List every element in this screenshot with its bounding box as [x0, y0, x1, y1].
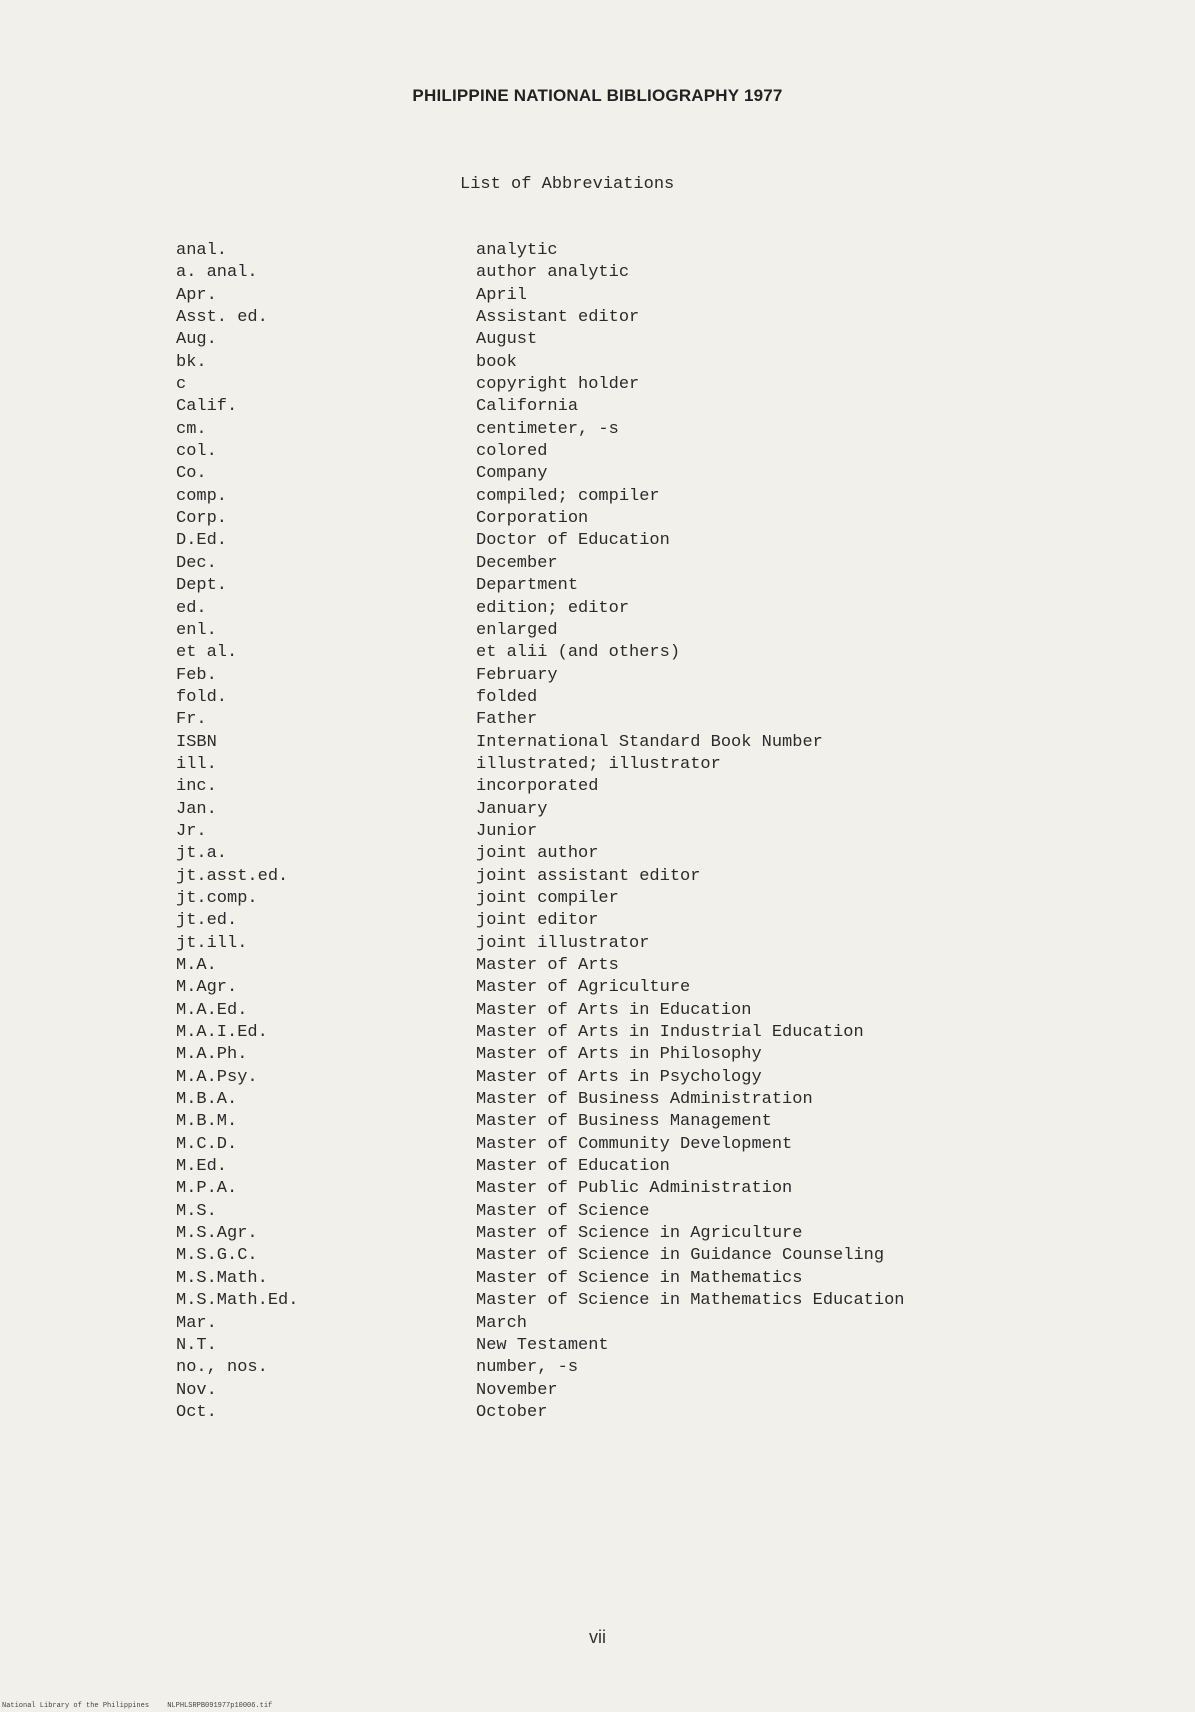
abbreviation-meaning: book [476, 352, 517, 372]
abbreviation: Jan. [176, 799, 217, 819]
abbreviation-row [176, 441, 1036, 463]
abbreviation-meaning: Master of Science in Mathematics [476, 1268, 803, 1288]
abbreviation-row [176, 1313, 1036, 1335]
abbreviation-list [176, 240, 1036, 1424]
abbreviation-meaning: number, -s [476, 1358, 579, 1378]
abbreviation-meaning: Master of Science in Mathematics Education [476, 1291, 905, 1311]
abbreviation: et al. [176, 643, 238, 663]
abbreviation: Mar. [176, 1313, 217, 1333]
abbreviation: Dec. [176, 553, 217, 573]
abbreviation: Dept. [176, 576, 228, 596]
abbreviation-meaning: Master of Business Management [476, 1112, 772, 1132]
abbreviation: enl. [176, 620, 217, 640]
abbreviation-meaning: joint editor [476, 911, 599, 931]
abbreviation: jt.ill. [176, 933, 248, 953]
abbreviation: jt.comp. [176, 888, 258, 908]
abbreviation: Oct. [176, 1402, 217, 1422]
abbreviation: Jr. [176, 821, 207, 841]
abbreviation-meaning: Master of Science in Agriculture [476, 1224, 803, 1244]
abbreviation-row [176, 1290, 1036, 1312]
abbreviation-row [176, 1044, 1036, 1066]
abbreviation-row [176, 553, 1036, 575]
list-title: List of Abbreviations [460, 175, 675, 194]
abbreviation-row [176, 1357, 1036, 1379]
footer-file-id: NLPHLSRPB091977p10006.tif [167, 1702, 273, 1710]
abbreviation: fold. [176, 687, 228, 707]
abbreviation: c [176, 375, 187, 395]
abbreviation: M.P.A. [176, 1179, 238, 1199]
abbreviation: no., nos. [176, 1358, 268, 1378]
abbreviation-row [176, 1178, 1036, 1200]
abbreviation-meaning: December [476, 553, 558, 573]
abbreviation-row [176, 486, 1036, 508]
abbreviation-meaning: enlarged [476, 620, 558, 640]
abbreviation-row [176, 1022, 1036, 1044]
abbreviation-row [176, 1245, 1036, 1267]
abbreviation: Feb. [176, 665, 217, 685]
abbreviation: D.Ed. [176, 531, 228, 551]
abbreviation-meaning: illustrated; illustrator [476, 754, 721, 774]
abbreviation-row [176, 1201, 1036, 1223]
abbreviation: jt.asst.ed. [176, 866, 289, 886]
abbreviation: anal. [176, 241, 228, 260]
abbreviation-row [176, 598, 1036, 620]
abbreviation-meaning: centimeter, -s [476, 419, 619, 439]
abbreviation-row [176, 1335, 1036, 1357]
abbreviation-meaning: February [476, 665, 558, 685]
abbreviation-row [176, 575, 1036, 597]
abbreviation-meaning: incorporated [476, 777, 599, 797]
abbreviation: Nov. [176, 1380, 217, 1400]
abbreviation-row [176, 1268, 1036, 1290]
abbreviation-row [176, 1089, 1036, 1111]
abbreviation-row [176, 307, 1036, 329]
abbreviation: bk. [176, 352, 207, 372]
abbreviation-meaning: Master of Education [476, 1157, 670, 1177]
abbreviation-row [176, 799, 1036, 821]
abbreviation: Fr. [176, 710, 207, 730]
abbreviation-meaning: et alii (and others) [476, 643, 681, 663]
abbreviation: col. [176, 442, 217, 462]
abbreviation-row [176, 508, 1036, 530]
abbreviation-meaning: Master of Science [476, 1201, 650, 1221]
abbreviation-row [176, 262, 1036, 284]
abbreviation: M.A.Ph. [176, 1045, 248, 1065]
abbreviation-row [176, 1223, 1036, 1245]
abbreviation-meaning: colored [476, 442, 548, 462]
abbreviation-row [176, 866, 1036, 888]
abbreviation: a. anal. [176, 263, 258, 283]
abbreviation: Apr. [176, 285, 217, 305]
abbreviation-meaning: Master of Community Development [476, 1134, 793, 1154]
abbreviation-meaning: Doctor of Education [476, 531, 670, 551]
abbreviation-meaning: October [476, 1402, 548, 1422]
abbreviation: Aug. [176, 330, 217, 350]
scan-footer [2, 1702, 286, 1710]
abbreviation-meaning: folded [476, 687, 538, 707]
abbreviation: Co. [176, 464, 207, 484]
abbreviation: M.S.Math. [176, 1268, 268, 1288]
abbreviation-meaning: joint compiler [476, 888, 619, 908]
abbreviation-row [176, 240, 1036, 262]
abbreviation-row [176, 955, 1036, 977]
abbreviation-row [176, 821, 1036, 843]
abbreviation-meaning: Master of Arts in Psychology [476, 1067, 762, 1087]
abbreviation: ill. [176, 754, 217, 774]
abbreviation-meaning: January [476, 799, 548, 819]
abbreviation: Asst. ed. [176, 308, 268, 328]
abbreviation-meaning: author analytic [476, 263, 630, 283]
abbreviation-meaning: Company [476, 464, 548, 484]
abbreviation-meaning: August [476, 330, 538, 350]
abbreviation: M.C.D. [176, 1134, 238, 1154]
abbreviation-meaning: compiled; compiler [476, 486, 660, 506]
abbreviation: M.Ed. [176, 1157, 228, 1177]
abbreviation-row [176, 776, 1036, 798]
abbreviation-row [176, 374, 1036, 396]
abbreviation-meaning: Junior [476, 821, 538, 841]
abbreviation-meaning: edition; editor [476, 598, 630, 618]
abbreviation-row [176, 732, 1036, 754]
abbreviation-row [176, 843, 1036, 865]
abbreviation-row [176, 1402, 1036, 1424]
page-number: vii [589, 1627, 606, 1647]
abbreviation-row [176, 1156, 1036, 1178]
abbreviation: ISBN [176, 732, 217, 752]
abbreviation-row [176, 754, 1036, 776]
abbreviation-meaning: Master of Arts in Education [476, 1000, 752, 1020]
abbreviation-row [176, 888, 1036, 910]
abbreviation-row [176, 933, 1036, 955]
page-header: PHILIPPINE NATIONAL BIBLIOGRAPHY 1977 [412, 86, 783, 105]
abbreviation-meaning: Master of Business Administration [476, 1090, 813, 1110]
abbreviation-meaning: California [476, 397, 579, 417]
abbreviation-meaning: November [476, 1380, 558, 1400]
abbreviation-meaning: New Testament [476, 1335, 609, 1355]
abbreviation-row [176, 665, 1036, 687]
abbreviation-row [176, 1111, 1036, 1133]
abbreviation-row [176, 329, 1036, 351]
abbreviation-meaning: Department [476, 576, 579, 596]
abbreviation-meaning: joint assistant editor [476, 866, 701, 886]
abbreviation-row [176, 1000, 1036, 1022]
abbreviation-row [176, 687, 1036, 709]
abbreviation: M.S.Math.Ed. [176, 1291, 299, 1311]
abbreviation-row [176, 910, 1036, 932]
abbreviation: M.A. [176, 956, 217, 975]
abbreviation-row [176, 709, 1036, 731]
abbreviation-row [176, 352, 1036, 374]
abbreviation-meaning: Master of Agriculture [476, 978, 691, 998]
abbreviation-row [176, 977, 1036, 999]
abbreviation: M.S.Agr. [176, 1224, 258, 1244]
abbreviation: M.A.I.Ed. [176, 1023, 268, 1043]
abbreviation: M.B.A. [176, 1090, 238, 1110]
abbreviation-row [176, 530, 1036, 552]
footer-institution: National Library of the Philippines [2, 1702, 150, 1710]
abbreviation-row [176, 396, 1036, 418]
abbreviation-meaning: joint illustrator [476, 933, 650, 953]
abbreviation-meaning: Father [476, 710, 538, 730]
abbreviation: M.A.Psy. [176, 1067, 258, 1087]
abbreviation: cm. [176, 419, 207, 439]
abbreviation-meaning: Master of Arts [476, 956, 619, 975]
abbreviation-row [176, 620, 1036, 642]
abbreviation-meaning: April [476, 285, 528, 305]
abbreviation: M.S.G.C. [176, 1246, 258, 1266]
abbreviation-meaning: Corporation [476, 509, 589, 529]
abbreviation-row [176, 642, 1036, 664]
abbreviation-meaning: analytic [476, 241, 558, 260]
abbreviation: comp. [176, 486, 228, 506]
abbreviation-meaning: March [476, 1313, 528, 1333]
abbreviation-meaning: Master of Public Administration [476, 1179, 793, 1199]
abbreviation-row [176, 285, 1036, 307]
abbreviation-meaning: copyright holder [476, 375, 640, 395]
abbreviation-row [176, 419, 1036, 441]
abbreviation-meaning: Master of Science in Guidance Counseling [476, 1246, 885, 1266]
abbreviation: Corp. [176, 509, 228, 529]
abbreviation: M.Agr. [176, 978, 238, 998]
abbreviation: jt.ed. [176, 911, 238, 931]
abbreviation-meaning: Master of Arts in Industrial Education [476, 1023, 864, 1043]
abbreviation: N.T. [176, 1335, 217, 1355]
abbreviation-row [176, 1067, 1036, 1089]
abbreviation-row [176, 1134, 1036, 1156]
abbreviation: M.A.Ed. [176, 1000, 248, 1020]
abbreviation-meaning: Assistant editor [476, 308, 640, 328]
abbreviation: Calif. [176, 397, 238, 417]
abbreviation: ed. [176, 598, 207, 618]
abbreviation-meaning: International Standard Book Number [476, 732, 823, 752]
abbreviation-row [176, 463, 1036, 485]
abbreviation: inc. [176, 777, 217, 797]
abbreviation: M.B.M. [176, 1112, 238, 1132]
abbreviation-meaning: Master of Arts in Philosophy [476, 1045, 762, 1065]
abbreviation-row [176, 1380, 1036, 1402]
abbreviation: M.S. [176, 1201, 217, 1221]
abbreviation-meaning: joint author [476, 844, 599, 864]
abbreviation: jt.a. [176, 844, 228, 864]
